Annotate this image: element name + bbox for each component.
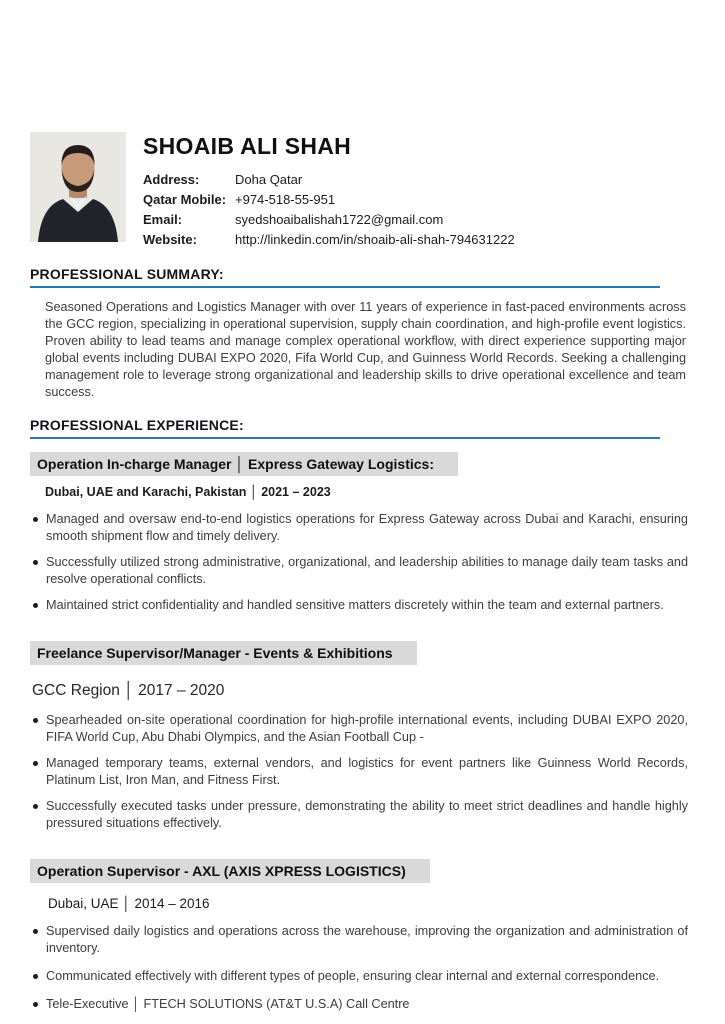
job-bullet: Managed temporary teams, external vendors, and logistics for event partners like Guinness World Records, Platinum List, Iron Man, and Fitness First.: [33, 755, 688, 789]
header-info: [143, 132, 690, 250]
summary-text: Seasoned Operations and Logistics Manager with over 11 years of experience in fast-paced environments across the GCC region, specializing in operational supervision, supply chain coordination, and high-profile event logistics. Proven ability to lead teams and manage complex operational workflow, with direct experience supporting major global events including DUBAI EXPO 2020, Fifa World Cup, and Guinness World Records. Seeking a challenging management role to leverage strong organizational and leadership skills to drive operational excellence and team success.: [45, 300, 686, 400]
email-value: syedshoaibalishah1722@gmail.com: [235, 212, 444, 227]
contact-row-address: [143, 170, 690, 190]
job-bullet: Supervised daily logistics and operations across the warehouse, improving the organization and administration of inventory.: [33, 923, 688, 957]
mobile-label: Qatar Mobile:: [143, 192, 227, 207]
summary-section: [30, 266, 690, 401]
job-bullet: Communicated effectively with different types of people, ensuring clear internal and external correspondence.: [33, 968, 688, 985]
job-meta: Dubai, UAE and Karachi, Pakistan │ 2021 – 2023: [45, 485, 331, 500]
summary-heading: PROFESSIONAL SUMMARY:: [30, 266, 224, 282]
summary-divider: [30, 286, 660, 288]
experience-heading: PROFESSIONAL EXPERIENCE:: [30, 417, 244, 434]
job-bullet-list: [33, 511, 688, 614]
email-label: Email:: [143, 212, 183, 227]
job-bullet-list: [33, 712, 688, 832]
job-bullet: Spearheaded on-site operational coordination for high-profile international events, including DUBAI EXPO 2020, FIFA World Cup, Abu Dhabi Olympics, and the Asian Football Cup -: [33, 712, 688, 746]
address-value: Doha Qatar: [235, 172, 303, 187]
contact-row-website: [143, 230, 690, 250]
mobile-value: +974-518-55-951: [235, 192, 336, 207]
job-title: Operation In-charge Manager │ Express Gateway Logistics:: [30, 452, 458, 476]
website-value: http://linkedin.com/in/shoaib-ali-shah-794631222: [235, 232, 515, 247]
job-title: Freelance Supervisor/Manager - Events & Exhibitions: [30, 641, 417, 665]
job-bullet: Successfully executed tasks under pressure, demonstrating the ability to meet strict deadlines and handle highly pressured situations effectively.: [33, 798, 688, 832]
job-meta: GCC Region │ 2017 – 2020: [32, 682, 225, 700]
experience-section: [30, 417, 690, 1013]
job-meta: Dubai, UAE │ 2014 – 2016: [48, 896, 210, 912]
job-entry-axl-logistics: [30, 859, 690, 1013]
job-entry-express-gateway: [30, 452, 690, 614]
contact-row-mobile: [143, 190, 690, 210]
address-label: Address:: [143, 172, 200, 187]
profile-photo: [30, 132, 126, 242]
candidate-name: SHOAIB ALI SHAH: [143, 133, 352, 159]
website-label: Website:: [143, 232, 197, 247]
job-title: Operation Supervisor - AXL (AXIS XPRESS LOGISTICS): [30, 859, 430, 883]
job-bullet-list: [33, 923, 688, 1013]
job-entry-freelance-events: [30, 641, 690, 832]
profile-photo-image: [30, 132, 126, 242]
job-bullet: Managed and oversaw end-to-end logistics operations for Express Gateway across Dubai and Karachi, ensuring smooth shipment flow and timely delivery.: [33, 511, 688, 545]
job-bullet: Maintained strict confidentiality and handled sensitive matters discretely within the team and external partners.: [33, 597, 688, 614]
contact-row-email: [143, 210, 690, 230]
experience-divider: [30, 437, 660, 439]
resume-header: [30, 132, 690, 250]
job-bullet: Tele-Executive │ FTECH SOLUTIONS (AT&T U.S.A) Call Centre: [33, 996, 688, 1013]
job-bullet: Successfully utilized strong administrative, organizational, and leadership abilities to manage daily team tasks and resolve operational conflicts.: [33, 554, 688, 588]
